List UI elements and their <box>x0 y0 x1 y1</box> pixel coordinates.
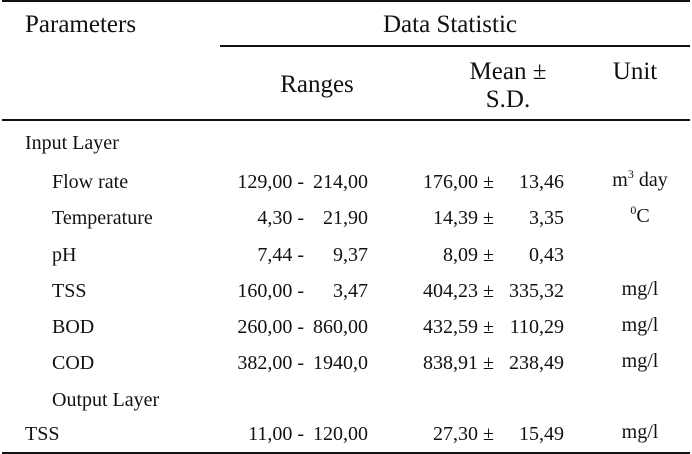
cell-range-low: 382,00 - <box>237 352 304 374</box>
unit-superscript: 3 <box>627 167 634 181</box>
header-bottom-rule <box>2 119 690 121</box>
data-statistic-rule <box>220 45 690 47</box>
unit-rest: day <box>633 169 668 191</box>
cell-parameter: COD <box>52 352 95 374</box>
cell-mean: 432,59 ± <box>423 316 494 338</box>
cell-range-low: 160,00 - <box>237 280 304 302</box>
cell-range-low: 11,00 - <box>248 423 304 445</box>
header-mean-line1: Mean ± <box>469 58 547 85</box>
section-input-layer: Input Layer <box>25 132 119 154</box>
cell-range-high: 120,00 <box>313 423 368 445</box>
unit-base: mg/l <box>621 278 659 300</box>
cell-parameter: pH <box>52 244 77 266</box>
unit-base: mg/l <box>621 421 659 443</box>
unit-base: m <box>612 169 628 191</box>
cell-parameter: Flow rate <box>52 171 129 193</box>
cell-parameter: Temperature <box>52 207 153 229</box>
top-rule <box>2 0 690 2</box>
cell-range-high: 21,90 <box>323 207 368 229</box>
cell-mean: 27,30 ± <box>433 423 494 445</box>
cell-range-high: 1940,0 <box>313 352 368 374</box>
cell-sd: 335,32 <box>509 280 564 302</box>
cell-range-low: 7,44 - <box>257 244 304 266</box>
header-parameters: Parameters <box>25 11 137 38</box>
unit-base: mg/l <box>621 314 659 336</box>
unit-rest: C <box>636 205 650 227</box>
header-mean-line2: S.D. <box>485 86 531 113</box>
cell-unit <box>590 279 690 299</box>
cell-unit <box>590 315 690 335</box>
header-unit: Unit <box>612 58 658 85</box>
cell-range-low: 129,00 - <box>237 171 304 193</box>
cell-unit <box>590 203 690 227</box>
cell-parameter: TSS <box>25 423 60 445</box>
cell-sd: 0,43 <box>529 244 564 266</box>
cell-mean: 838,91 ± <box>423 352 494 374</box>
cell-unit <box>590 167 690 191</box>
cell-parameter: TSS <box>52 280 87 302</box>
cell-parameter: BOD <box>52 316 95 338</box>
cell-mean: 8,09 ± <box>443 244 494 266</box>
unit-superscript: 0 <box>630 203 637 217</box>
cell-mean: 14,39 ± <box>433 207 494 229</box>
cell-unit <box>590 422 690 442</box>
cell-range-low: 4,30 - <box>257 207 304 229</box>
cell-range-high: 214,00 <box>313 171 368 193</box>
header-data-statistic: Data Statistic <box>383 11 517 38</box>
cell-sd: 110,29 <box>509 316 564 338</box>
cell-unit <box>590 351 690 371</box>
cell-sd: 238,49 <box>509 352 564 374</box>
section-output-layer: Output Layer <box>52 389 160 411</box>
cell-range-low: 260,00 - <box>237 316 304 338</box>
cell-sd: 13,46 <box>519 171 564 193</box>
cell-mean: 176,00 ± <box>423 171 494 193</box>
cell-sd: 15,49 <box>519 423 564 445</box>
unit-base: mg/l <box>621 350 659 372</box>
cell-range-high: 9,37 <box>333 244 368 266</box>
cell-range-high: 3,47 <box>333 280 368 302</box>
cell-range-high: 860,00 <box>313 316 368 338</box>
cell-sd: 3,35 <box>529 207 564 229</box>
cell-mean: 404,23 ± <box>423 280 494 302</box>
header-ranges: Ranges <box>280 71 354 98</box>
